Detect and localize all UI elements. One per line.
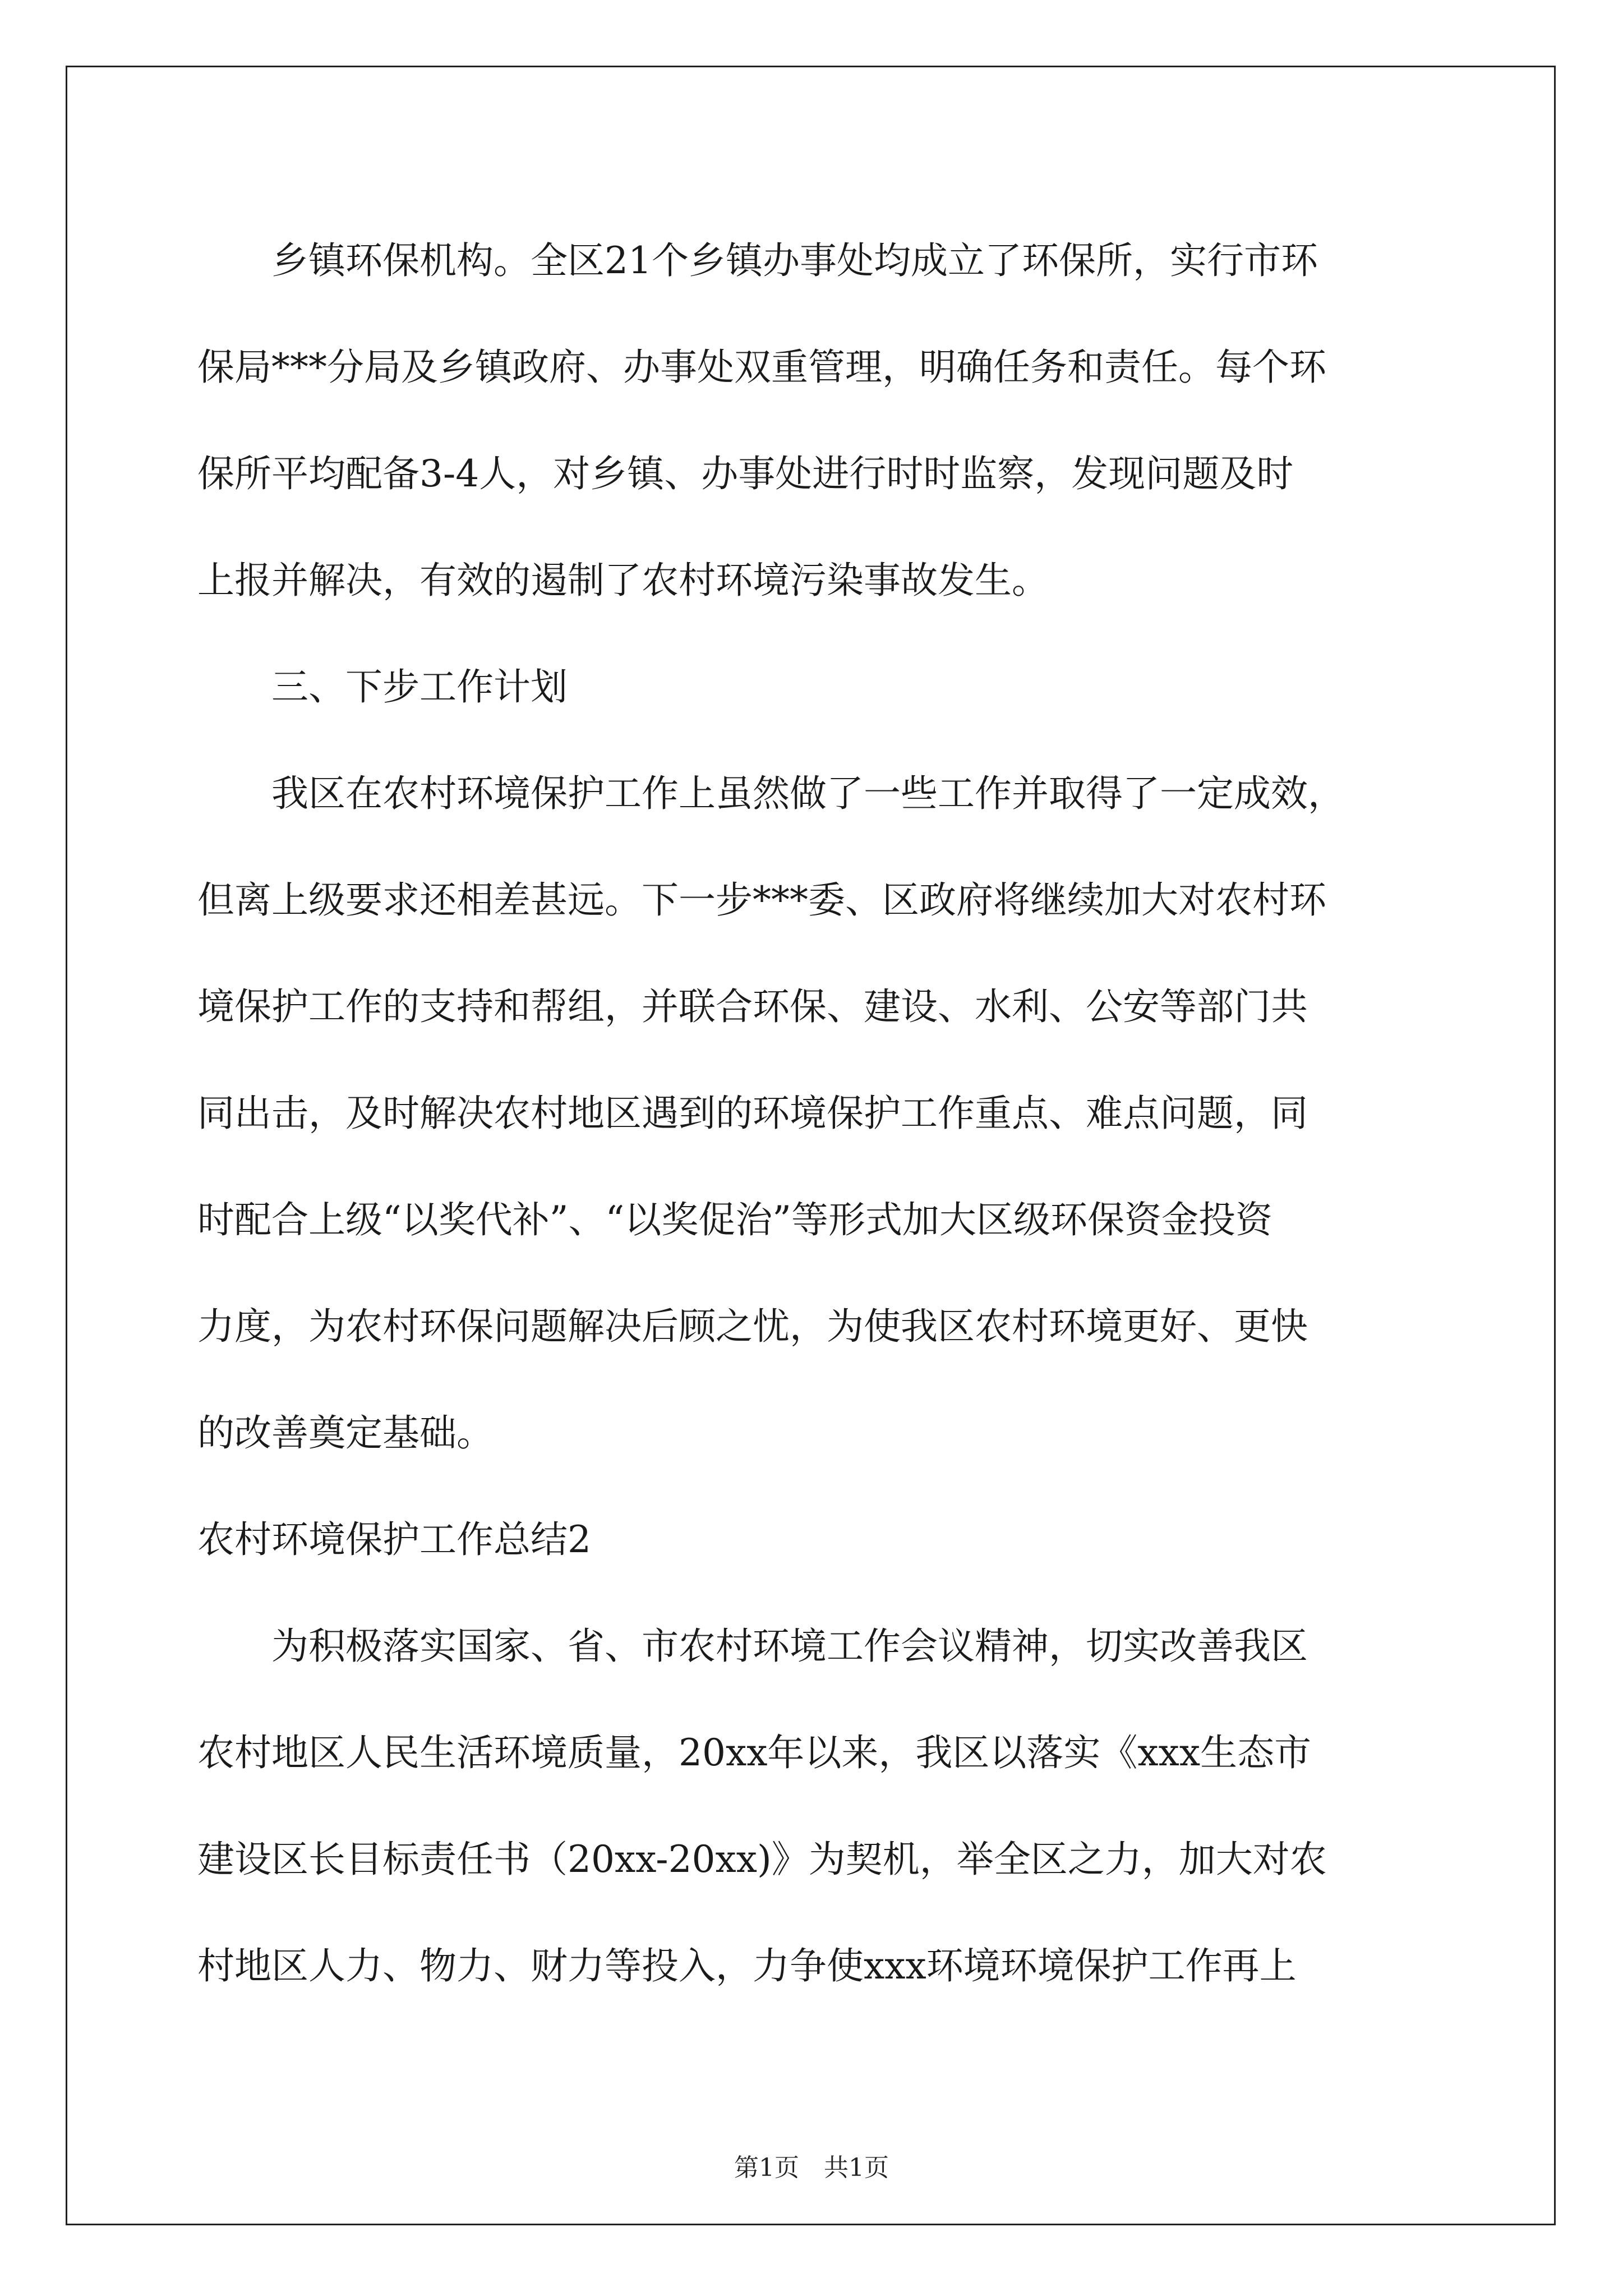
- text-line: 的改善奠定基础。: [197, 1411, 494, 1455]
- text-line: 农村地区人民生活环境质量，20xx年以来，我区以落实《xxx生态市: [197, 1731, 1312, 1774]
- text-line: 境保护工作的支持和帮组，并联合环保、建设、水利、公安等部门共: [197, 985, 1308, 1028]
- text-line: 我区在农村环境保护工作上虽然做了一些工作并取得了一定成效，: [271, 772, 1345, 815]
- text-line: 保局***分局及乡镇政府、办事处双重管理，明确任务和责任。每个环: [197, 346, 1326, 389]
- text-line: 力度，为农村环保问题解决后顾之忧，为使我区农村环境更好、更快: [197, 1305, 1308, 1348]
- text-line: 同出击，及时解决农村地区遇到的环境保护工作重点、难点问题，同: [197, 1092, 1308, 1135]
- text-line: 建设区长目标责任书（20xx-20xx)》为契机，举全区之力，加大对农: [197, 1838, 1327, 1881]
- document-title: 农村环境保护工作总结2: [197, 1518, 591, 1561]
- document-body: [197, 208, 1426, 2019]
- text-line: 上报并解决，有效的遏制了农村环境污染事故发生。: [197, 559, 1049, 602]
- text-line: 乡镇环保机构。全区21个乡镇办事处均成立了环保所，实行市环: [271, 239, 1318, 282]
- text-line: 保所平均配备3-4人，对乡镇、办事处进行时时监察，发现问题及时: [197, 452, 1294, 495]
- text-line: 村地区人力、物力、财力等投入，力争使xxx环境环境保护工作再上: [197, 1944, 1297, 1987]
- text-line: 但离上级要求还相差甚远。下一步***委、区政府将继续加大对农村环: [197, 878, 1326, 922]
- page-number-footer: 第1页 共1页: [734, 2154, 889, 2182]
- text-line: 时配合上级“以奖代补”、“以奖促治”等形式加大区级环保资金投资: [197, 1198, 1272, 1241]
- section-heading: 三、下步工作计划: [271, 665, 568, 708]
- text-line: 为积极落实国家、省、市农村环境工作会议精神，切实改善我区: [271, 1625, 1308, 1668]
